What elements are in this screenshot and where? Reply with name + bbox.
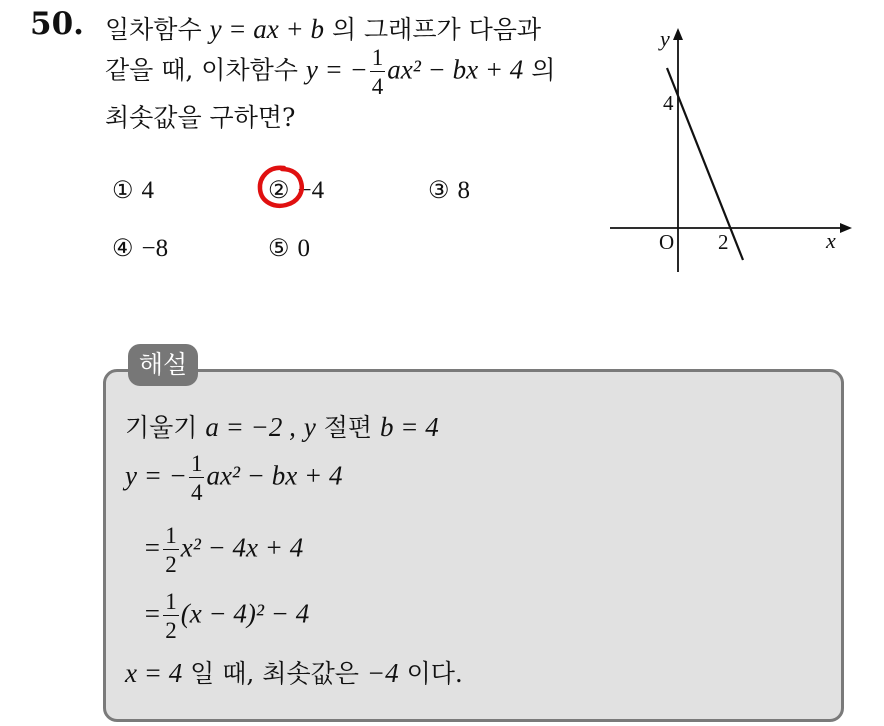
solution-line-3: [143, 524, 303, 576]
linear-function-equation: y = ax + b: [209, 14, 324, 44]
question-number: 50.: [30, 6, 84, 42]
solution-lhs: y = −: [125, 460, 187, 491]
solution-text: 절편: [323, 413, 373, 442]
fraction-numerator: 1: [165, 589, 177, 614]
question-line-2: [105, 46, 555, 98]
question-text: 일차함수: [105, 15, 202, 44]
solution-text: 이다.: [406, 659, 463, 688]
intercept-equation: b = 4: [380, 412, 439, 442]
solution-line-2: [125, 452, 342, 504]
solution-text: 일 때, 최솟값은: [190, 659, 359, 688]
question-text: 의: [531, 55, 556, 85]
option-value: 8: [457, 177, 471, 204]
x-intercept-label: 2: [718, 230, 729, 254]
answer-mark-circle-icon: [254, 162, 310, 212]
option-value: 4: [141, 177, 155, 204]
solution-text: 기울기: [125, 413, 198, 442]
equals-sign: =: [143, 532, 162, 563]
fraction-numerator: 1: [165, 523, 177, 548]
solution-rhs: ax² − bx + 4: [206, 460, 343, 491]
fraction: [189, 452, 205, 504]
y-variable: y: [303, 412, 316, 442]
x-axis-label: x: [826, 228, 836, 253]
fraction-numerator: 1: [371, 45, 384, 70]
linear-graph: [600, 20, 860, 282]
slope-equation: a = −2 ,: [205, 412, 296, 442]
solution-rhs: (x − 4)² − 4: [180, 598, 310, 629]
solution-tag: 해설: [128, 344, 198, 386]
solution-rhs: x² − 4x + 4: [180, 532, 304, 563]
option-marker: ③: [428, 176, 450, 204]
question-text: 의 그래프가 다음과: [331, 15, 542, 44]
condition-equation: x = 4: [125, 658, 183, 688]
option-value: 0: [297, 235, 311, 262]
option-value: −4: [297, 177, 325, 204]
option-1[interactable]: [112, 176, 154, 205]
option-value: −8: [141, 235, 169, 262]
option-3[interactable]: [428, 176, 470, 205]
fraction-denominator: 4: [371, 74, 384, 99]
option-marker: ⑤: [268, 234, 290, 262]
option-marker: ④: [112, 234, 134, 262]
solution-line-4: [143, 590, 309, 642]
question-text: 같을 때, 이차함수: [105, 55, 298, 85]
solution-line-1: [125, 408, 439, 444]
fraction: [163, 524, 179, 576]
fraction: [370, 46, 386, 98]
question-line-1: [105, 10, 541, 46]
quadratic-lhs: y = −: [305, 54, 368, 85]
y-axis-label: y: [660, 26, 670, 51]
option-marker: ②: [268, 176, 290, 204]
y-axis-arrow-icon: [673, 28, 683, 40]
equals-sign: =: [143, 598, 162, 629]
option-marker: ①: [112, 176, 134, 204]
option-4[interactable]: [112, 234, 168, 263]
fraction-denominator: 2: [165, 618, 177, 643]
fraction-numerator: 1: [190, 451, 203, 476]
minimum-value: −4: [366, 658, 399, 688]
solution-line-5: [125, 654, 463, 690]
x-axis-arrow-icon: [840, 223, 852, 233]
origin-label: O: [659, 230, 675, 254]
fraction-denominator: 4: [190, 480, 203, 505]
fraction: [163, 590, 179, 642]
fraction-denominator: 2: [165, 552, 177, 577]
y-intercept-label: 4: [663, 91, 674, 115]
question-line-3: 최솟값을 구하면?: [105, 103, 296, 132]
quadratic-rhs: ax² − bx + 4: [387, 54, 524, 85]
option-5[interactable]: [268, 234, 310, 263]
